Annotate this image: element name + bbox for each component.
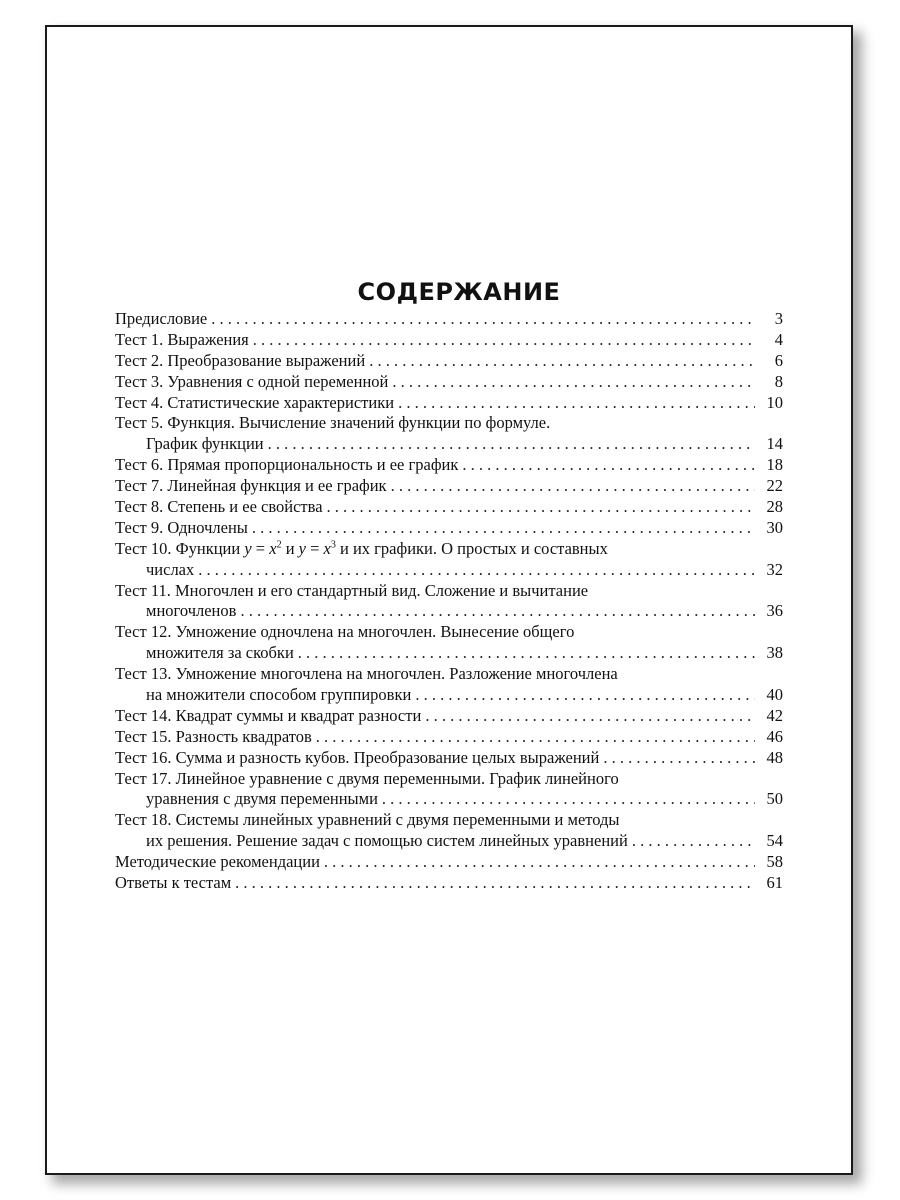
leader-dots: [392, 372, 755, 393]
leader-dots: [632, 831, 755, 852]
leader-dots: [425, 706, 755, 727]
leader-dots: [382, 789, 755, 810]
leader-dots: [211, 309, 755, 330]
toc-entry-text: График функции: [146, 434, 264, 454]
toc-entry-text: Ответы к тестам: [115, 873, 232, 893]
toc-entry-test-17[interactable]: [115, 769, 783, 790]
leader-dots: [398, 393, 755, 414]
toc-entry-test-11[interactable]: [115, 581, 783, 602]
toc-page-number: 46: [766, 726, 783, 746]
toc-entry-text: Тест 5. Функция. Вычисление значений функции по формуле.: [115, 413, 551, 433]
toc-page-number: 38: [766, 643, 783, 663]
toc-page-number: 48: [766, 747, 783, 767]
toc-entry-text: Тест 13. Умножение многочлена на многочлен. Разложение многочлена: [115, 664, 618, 684]
leader-dots: [252, 518, 755, 539]
toc-entry-answers[interactable]: [115, 873, 783, 894]
toc-entry-test-1[interactable]: [115, 330, 783, 351]
toc-page-number: 54: [766, 831, 783, 851]
leader-dots: [198, 560, 755, 581]
toc-entry-text: Предисловие: [115, 309, 208, 328]
math-var-y: y: [244, 538, 252, 558]
leader-dots: [462, 455, 755, 476]
toc-entry-text: многочленов: [146, 601, 237, 621]
math-exponent: 2: [276, 539, 282, 551]
toc-entry-test-14[interactable]: [115, 706, 783, 727]
toc-page-number: 32: [766, 559, 783, 579]
toc-entry-test-18[interactable]: [115, 810, 783, 831]
leader-dots: [235, 873, 755, 894]
toc-entry-test-8[interactable]: [115, 497, 783, 518]
toc-entry-text: Тест 1. Выражения: [115, 329, 249, 349]
toc-entry-text: Тест 7. Линейная функция и ее график: [115, 476, 387, 496]
toc-entry-text: Тест 3. Уравнения с одной переменной: [115, 371, 389, 391]
toc-entry-test-5-cont[interactable]: [115, 434, 783, 455]
toc-entry-text: множителя за скобки: [146, 643, 294, 663]
toc-entry-text: на множители способом группировки: [146, 685, 412, 705]
toc-page-number: 8: [774, 371, 783, 391]
toc-entry-preface[interactable]: [115, 309, 783, 330]
toc-entry-test-11-cont[interactable]: [115, 601, 783, 622]
toc-entry-test-16[interactable]: [115, 748, 783, 769]
toc-entry-text: Тест 17. Линейное уравнение с двумя переменными. График линейного: [115, 768, 619, 788]
text-part: и: [281, 538, 299, 558]
toc-entry-text: Тест 14. Квадрат суммы и квадрат разности: [115, 705, 422, 725]
toc-entry-test-3[interactable]: [115, 372, 783, 393]
leader-dots: [603, 748, 755, 769]
leader-dots: [240, 601, 755, 622]
toc-entry-test-15[interactable]: [115, 727, 783, 748]
toc-page-number: 61: [766, 873, 783, 893]
toc-entry-text: Тест 18. Системы линейных уравнений с двумя переменными и методы: [115, 810, 620, 830]
table-of-contents: [115, 275, 783, 894]
toc-entry-test-10[interactable]: [115, 539, 783, 560]
toc-entry-test-18-cont[interactable]: [115, 831, 783, 852]
toc-entry-test-13[interactable]: [115, 664, 783, 685]
toc-entry-text: Тест 11. Многочлен и его стандартный вид. Сложение и вычитание: [115, 580, 589, 600]
toc-entry-test-9[interactable]: [115, 518, 783, 539]
leader-dots: [369, 351, 755, 372]
toc-page-number: 58: [766, 852, 783, 872]
toc-entry-text: Тест 16. Сумма и разность кубов. Преобразование целых выражений: [115, 747, 600, 767]
book-page: [45, 25, 853, 1175]
toc-page-number: 40: [766, 685, 783, 705]
leader-dots: [327, 497, 755, 518]
toc-page-number: 30: [766, 517, 783, 537]
toc-entry-test-6[interactable]: [115, 455, 783, 476]
toc-entry-text: Тест 6. Прямая пропорциональность и ее график: [115, 455, 459, 475]
text-part: и их графики. О простых и составных: [335, 538, 608, 558]
text-part: Тест 10. Функции: [115, 538, 245, 558]
toc-entry-test-12-cont[interactable]: [115, 643, 783, 664]
toc-entry-test-2[interactable]: [115, 351, 783, 372]
toc-entry-text: Тест 2. Преобразование выражений: [115, 350, 366, 370]
leader-dots: [324, 852, 755, 873]
toc-entry-text: Тест 12. Умножение одночлена на многочлен. Вынесение общего: [115, 622, 575, 642]
toc-entry-text: Тест 8. Степень и ее свойства: [115, 497, 323, 517]
toc-page-number: 28: [766, 497, 783, 517]
toc-entry-text: Методические рекомендации: [115, 852, 320, 872]
toc-entry-test-5[interactable]: [115, 413, 783, 434]
toc-entry-text: Тест 4. Статистические характеристики: [115, 392, 395, 412]
toc-entry-text: числах: [146, 559, 195, 579]
toc-page-number: 14: [766, 434, 783, 454]
toc-page-number: 6: [774, 350, 783, 370]
leader-dots: [415, 685, 755, 706]
leader-dots: [298, 643, 755, 664]
toc-title: СОДЕРЖАНИЕ: [357, 278, 561, 306]
toc-entry-test-10-cont[interactable]: [115, 560, 783, 581]
toc-entry-text: уравнения с двумя переменными: [146, 789, 378, 809]
toc-entry-test-4[interactable]: [115, 393, 783, 414]
toc-page-number: 10: [766, 392, 783, 412]
toc-entry-guidelines[interactable]: [115, 852, 783, 873]
math-var-x: x: [323, 538, 331, 558]
toc-entry-test-7[interactable]: [115, 476, 783, 497]
toc-entry-text: их решения. Решение задач с помощью систем линейных уравнений: [146, 831, 628, 851]
math-exponent: 3: [330, 539, 336, 551]
toc-entry-text: [115, 539, 608, 560]
toc-entry-test-17-cont[interactable]: [115, 789, 783, 810]
text-part: =: [251, 538, 270, 558]
toc-entry-test-13-cont[interactable]: [115, 685, 783, 706]
toc-entry-text: Тест 9. Одночлены: [115, 517, 248, 537]
text-part: =: [305, 538, 324, 558]
toc-page-number: 18: [766, 455, 783, 475]
leader-dots: [391, 476, 755, 497]
leader-dots: [316, 727, 755, 748]
toc-page-number: 22: [766, 476, 783, 496]
toc-entry-text: Тест 15. Разность квадратов: [115, 726, 312, 746]
math-var-x: x: [269, 538, 277, 558]
toc-page-number: 3: [774, 309, 783, 328]
math-var-y: y: [298, 538, 306, 558]
toc-page-number: 42: [766, 705, 783, 725]
leader-dots: [268, 434, 755, 455]
leader-dots: [253, 330, 755, 351]
toc-page-number: 4: [774, 329, 783, 349]
toc-page-number: 36: [766, 601, 783, 621]
toc-page-number: 50: [766, 789, 783, 809]
toc-entry-test-12[interactable]: [115, 622, 783, 643]
